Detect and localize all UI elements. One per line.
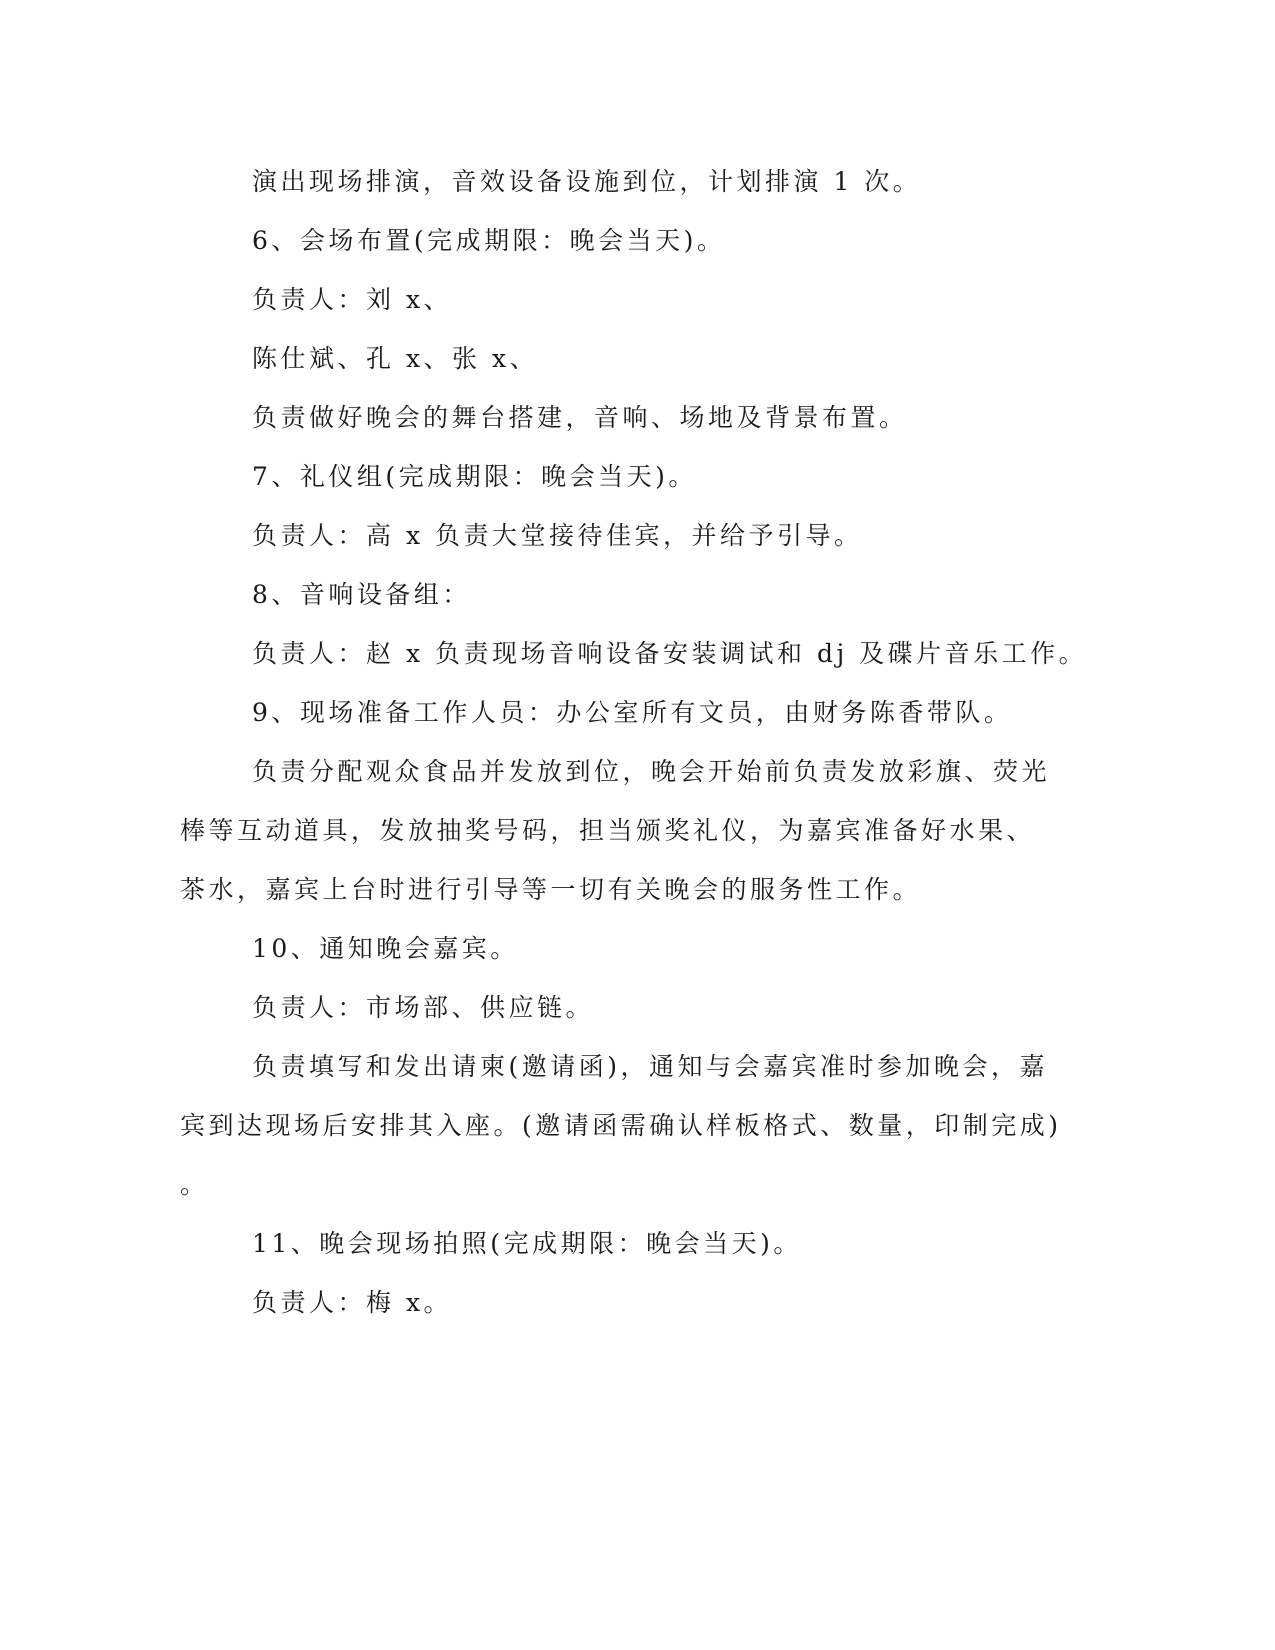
paragraph-service-3: 茶水，嘉宾上台时进行引导等一切有关晚会的服务性工作。 bbox=[180, 875, 922, 904]
heading-item-7: 7、礼仪组(完成期限：晚会当天)。 bbox=[252, 462, 697, 491]
paragraph-stage-setup: 负责做好晚会的舞台搭建，音响、场地及背景布置。 bbox=[252, 403, 908, 432]
heading-item-9: 9、现场准备工作人员：办公室所有文员，由财务陈香带队。 bbox=[252, 698, 1013, 727]
heading-item-11: 11、晚会现场拍照(完成期限：晚会当天)。 bbox=[252, 1229, 802, 1258]
responsible-dept-line: 负责人：市场部、供应链。 bbox=[252, 993, 595, 1022]
paragraph-invitation-1: 负责填写和发出请柬(邀请函)，通知与会嘉宾准时参加晚会，嘉 bbox=[252, 1052, 1049, 1081]
heading-item-10: 10、通知晚会嘉宾。 bbox=[252, 934, 519, 963]
paragraph-invitation-2: 宾到达现场后安排其入座。(邀请函需确认样板格式、数量，印制完成) bbox=[180, 1111, 1062, 1140]
paragraph-audio: 负责人：赵 x 负责现场音响设备安装调试和 dj 及碟片音乐工作。 bbox=[252, 639, 1088, 668]
heading-item-8: 8、音响设备组： bbox=[252, 580, 471, 609]
paragraph-service-2: 棒等互动道具，发放抽奖号码，担当颁奖礼仪，为嘉宾准备好水果、 bbox=[180, 816, 1036, 845]
heading-item-6: 6、会场布置(完成期限：晚会当天)。 bbox=[252, 226, 726, 255]
staff-names-line: 陈仕斌、孔 x、张 x、 bbox=[252, 344, 539, 373]
paragraph-invitation-3: 。 bbox=[180, 1170, 209, 1199]
responsible-photo-line: 负责人：梅 x。 bbox=[252, 1288, 453, 1317]
paragraph-service-1: 负责分配观众食品并发放到位，晚会开始前负责发放彩旗、荧光 bbox=[252, 757, 1051, 786]
paragraph-reception: 负责人：高 x 负责大堂接待佳宾，并给予引导。 bbox=[252, 521, 863, 550]
paragraph-rehearsal: 演出现场排演，音效设备设施到位，计划排演 1 次。 bbox=[252, 167, 922, 196]
responsible-person-line: 负责人：刘 x、 bbox=[252, 285, 453, 314]
